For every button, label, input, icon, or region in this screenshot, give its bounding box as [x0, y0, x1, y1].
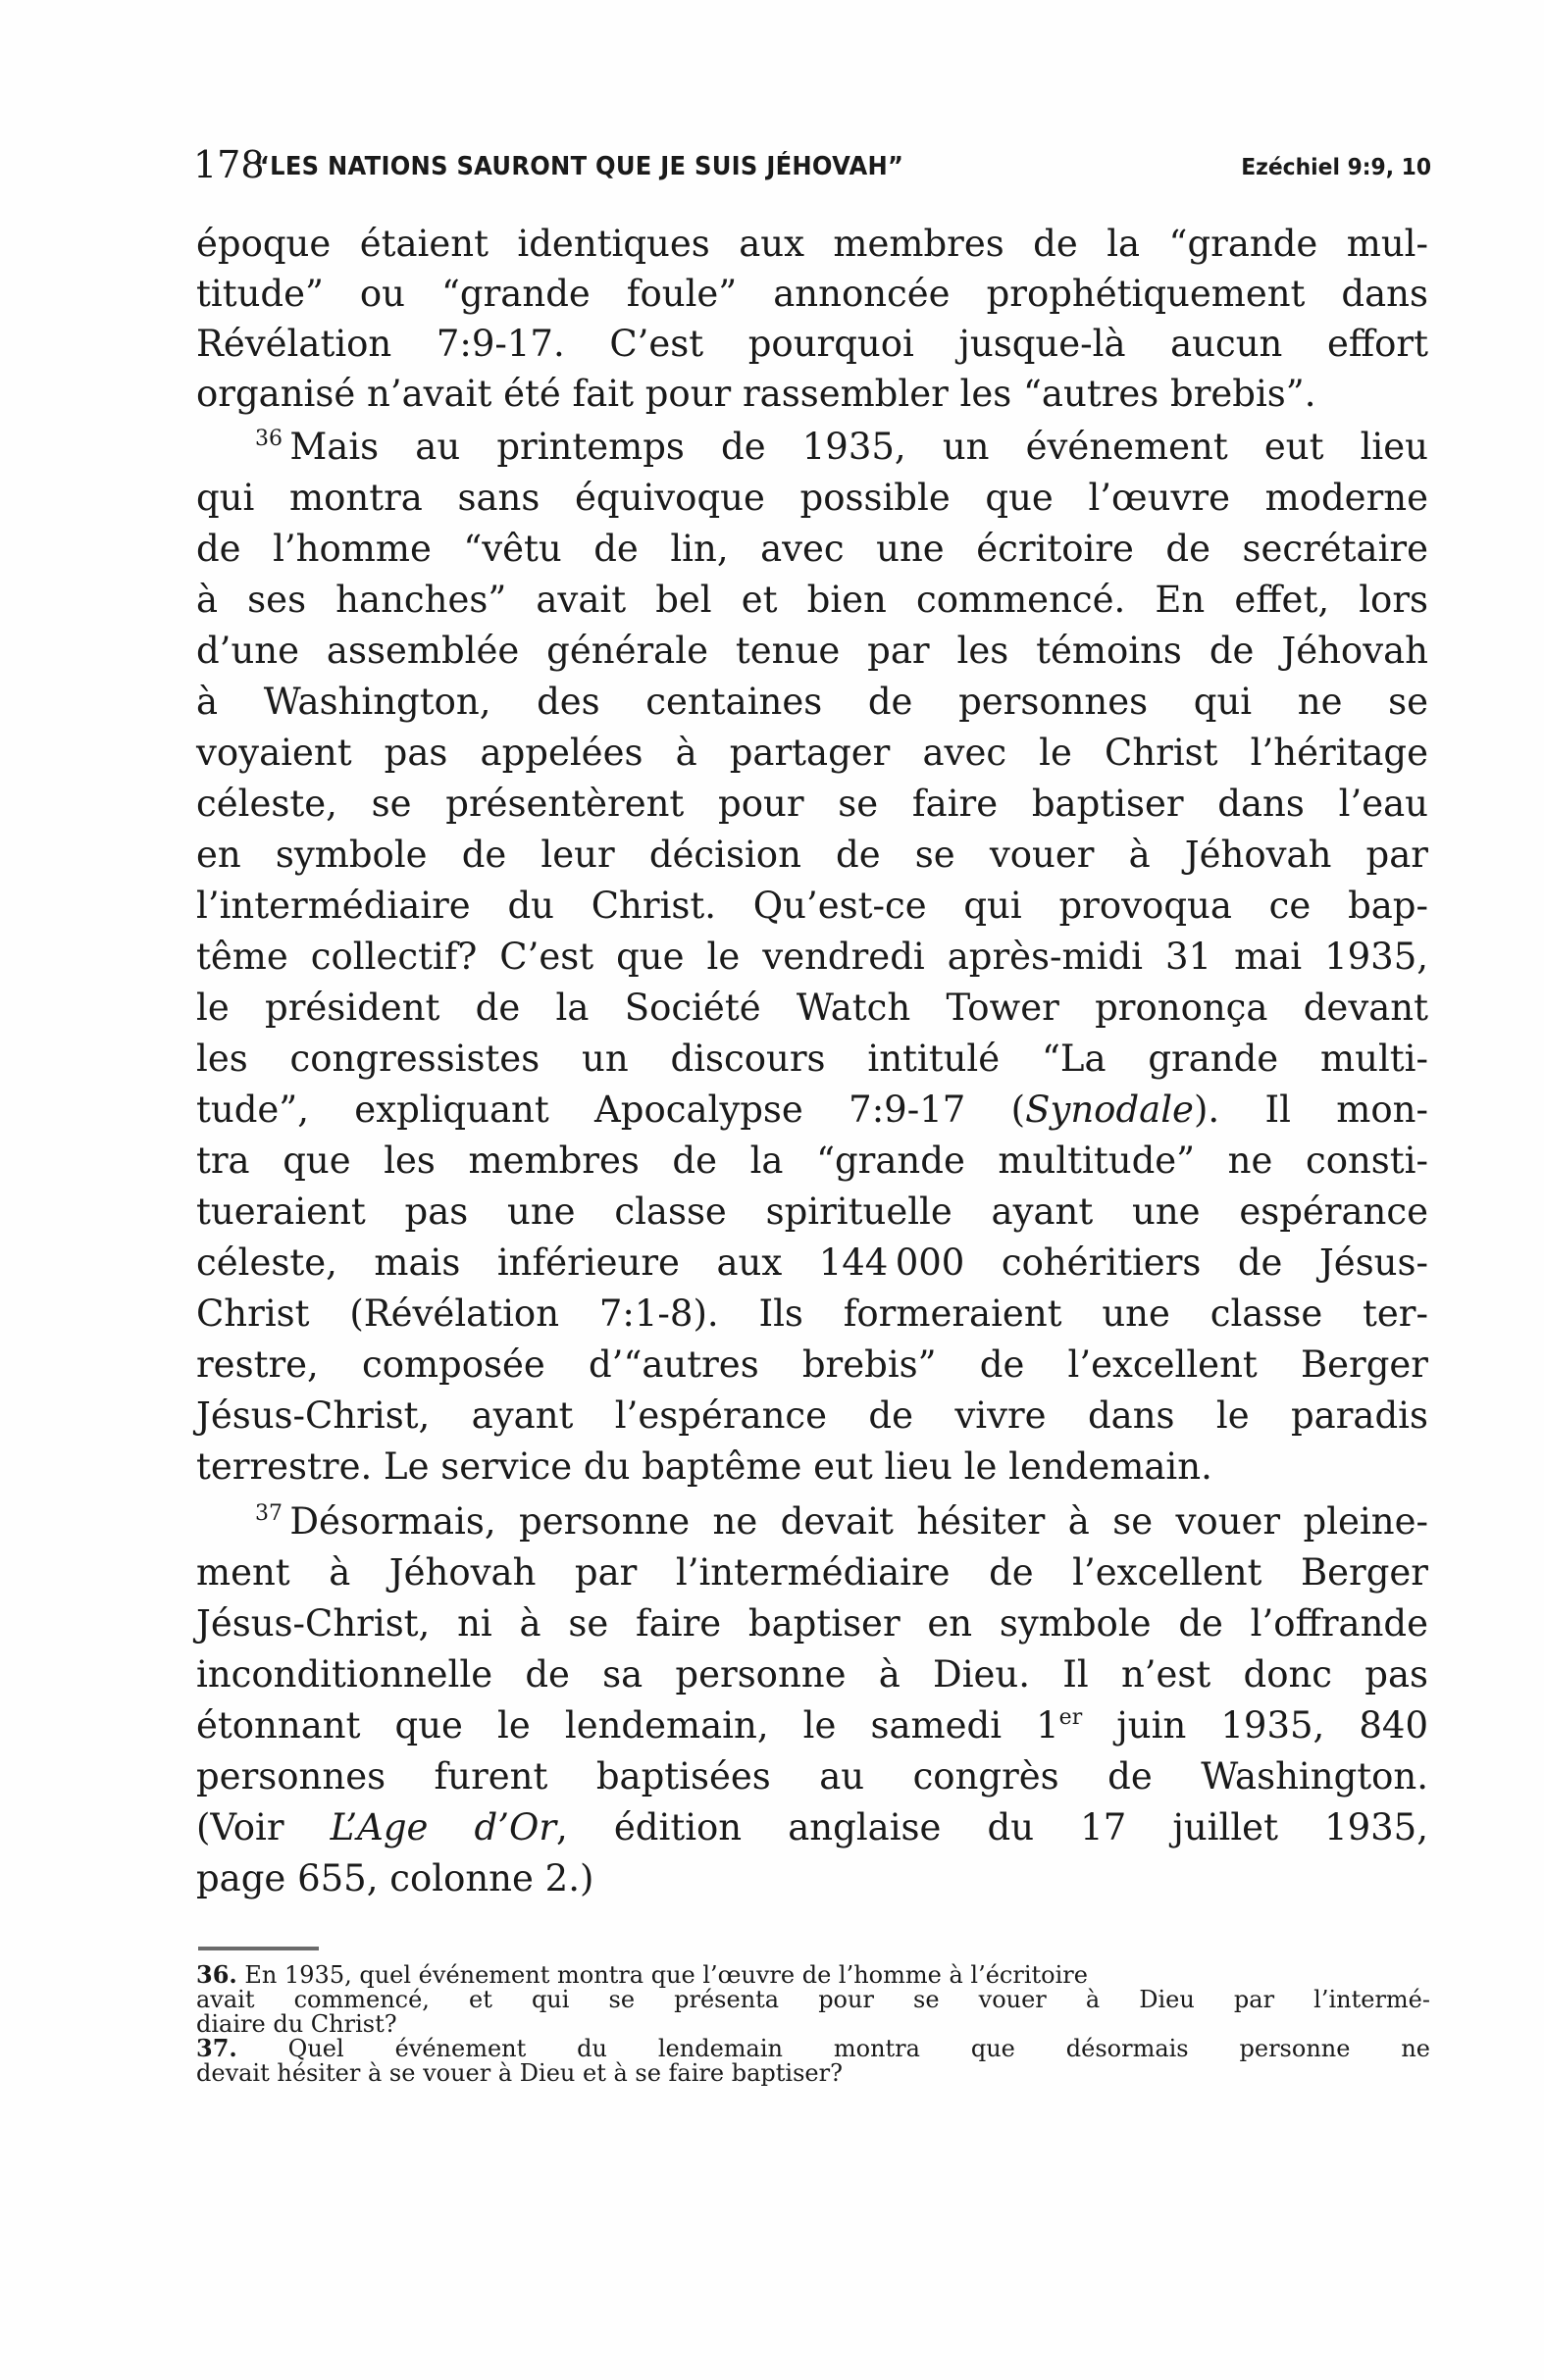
- text-line: céleste, se présentèrent pour se faire baptiser dans l’eau: [196, 783, 1428, 825]
- bible-version-title: Synodale: [1025, 1089, 1194, 1131]
- text-line: [196, 1701, 1428, 1750]
- running-head: [193, 145, 1431, 184]
- text-line: de l’homme “vêtu de lin, avec une écritoire de secrétaire: [196, 528, 1428, 570]
- text-span: juin 1935, 840: [1082, 1704, 1428, 1747]
- text-span: (Voir: [196, 1806, 331, 1848]
- text-line: voyaient pas appelées à partager avec le Christ l’héritage: [196, 732, 1428, 774]
- paragraph-36-first-line: [255, 423, 1428, 472]
- text-line: personnes furent baptisées au congrès de Washington.: [196, 1755, 1428, 1798]
- text-span: tude”, expliquant Apocalypse 7:9-17 (: [196, 1089, 1026, 1131]
- text-line: à Washington, des centaines de personnes qui ne se: [196, 681, 1428, 723]
- text-span: étonnant que le lendemain, le samedi 1: [196, 1704, 1059, 1747]
- text-line: organisé n’avait été fait pour rassembler les “autres brebis”.: [196, 373, 1316, 415]
- scripture-reference: Ezéchiel 9:9, 10: [1241, 155, 1431, 180]
- text-line: [196, 1803, 1428, 1852]
- text-line: titude” ou “grande foule” annoncée prophétiquement dans: [196, 273, 1428, 315]
- question-36-line: diaire du Christ?: [196, 2010, 397, 2038]
- question-number: 36.: [196, 1960, 237, 1989]
- question-36-line: [196, 1962, 1430, 1988]
- text-line: en symbole de leur décision de se vouer à Jéhovah par: [196, 834, 1428, 876]
- text-line: terrestre. Le service du baptême eut lieu le lendemain.: [196, 1445, 1212, 1488]
- text-line: tême collectif? C’est que le vendredi après-midi 31 mai 1935,: [196, 936, 1428, 978]
- text-line: tra que les membres de la “grande multitude” ne consti-: [196, 1139, 1428, 1182]
- footnote-divider: [198, 1947, 319, 1950]
- text-span: En 1935, quel événement montra que l’œuvre de l’homme à l’écritoire: [244, 1961, 1088, 1989]
- page-number: 178: [193, 143, 265, 186]
- text-line: d’une assemblée générale tenue par les témoins de Jéhovah: [196, 630, 1428, 672]
- text-line: [196, 1086, 1428, 1135]
- paragraph-number: 37: [255, 1501, 283, 1526]
- text-line: Jésus-Christ, ni à se faire baptiser en symbole de l’offrande: [196, 1602, 1428, 1645]
- text-line: Jésus-Christ, ayant l’espérance de vivre dans le paradis: [196, 1394, 1428, 1437]
- text-span: ). Il mon-: [1193, 1089, 1428, 1131]
- text-line: à ses hanches” avait bel et bien commencé. En effet, lors: [196, 579, 1428, 621]
- text-span: Désormais, personne ne devait hésiter à se vouer pleine-: [289, 1500, 1428, 1543]
- text-line: page 655, colonne 2.): [196, 1857, 594, 1899]
- text-span: , édition anglaise du 17 juillet 1935,: [556, 1806, 1428, 1848]
- text-span: Quel événement du lendemain montra que désormais personne ne: [287, 2035, 1430, 2062]
- text-line: Christ (Révélation 7:1-8). Ils formeraient une classe ter-: [196, 1292, 1428, 1335]
- paragraph-number: 36: [255, 427, 283, 451]
- magazine-title: L’Age d’Or: [330, 1806, 557, 1848]
- text-span: Mais au printemps de 1935, un événement eut lieu: [289, 426, 1428, 468]
- text-line: le président de la Société Watch Tower prononça devant: [196, 987, 1428, 1029]
- text-line: l’intermédiaire du Christ. Qu’est-ce qui provoqua ce bap-: [196, 885, 1428, 927]
- ordinal-superscript: er: [1058, 1705, 1083, 1730]
- text-line: ment à Jéhovah par l’intermédiaire de l’excellent Berger: [196, 1551, 1428, 1594]
- text-line: inconditionnelle de sa personne à Dieu. Il n’est donc pas: [196, 1653, 1428, 1696]
- question-number: 37.: [196, 2034, 237, 2062]
- text-line: les congressistes un discours intitulé “La grande multi-: [196, 1038, 1428, 1080]
- text-line: céleste, mais inférieure aux 144 000 cohéritiers de Jésus-: [196, 1241, 1428, 1284]
- text-line: époque étaient identiques aux membres de la “grande mul-: [196, 223, 1428, 265]
- text-line: Révélation 7:9-17. C’est pourquoi jusque-là aucun effort: [196, 323, 1428, 365]
- chapter-title: “LES NATIONS SAURONT QUE JE SUIS JÉHOVAH”: [254, 152, 904, 181]
- question-37-line: [196, 2036, 1430, 2061]
- text-line: restre, composée d’“autres brebis” de l’excellent Berger: [196, 1343, 1428, 1386]
- question-36-line: avait commencé, et qui se présenta pour se vouer à Dieu par l’intermé-: [196, 1986, 1430, 2013]
- text-line: qui montra sans équivoque possible que l’œuvre moderne: [196, 477, 1428, 519]
- paragraph-37-first-line: [255, 1497, 1428, 1546]
- question-37-line: devait hésiter à se vouer à Dieu et à se faire baptiser?: [196, 2059, 843, 2087]
- text-line: tueraient pas une classe spirituelle ayant une espérance: [196, 1190, 1428, 1233]
